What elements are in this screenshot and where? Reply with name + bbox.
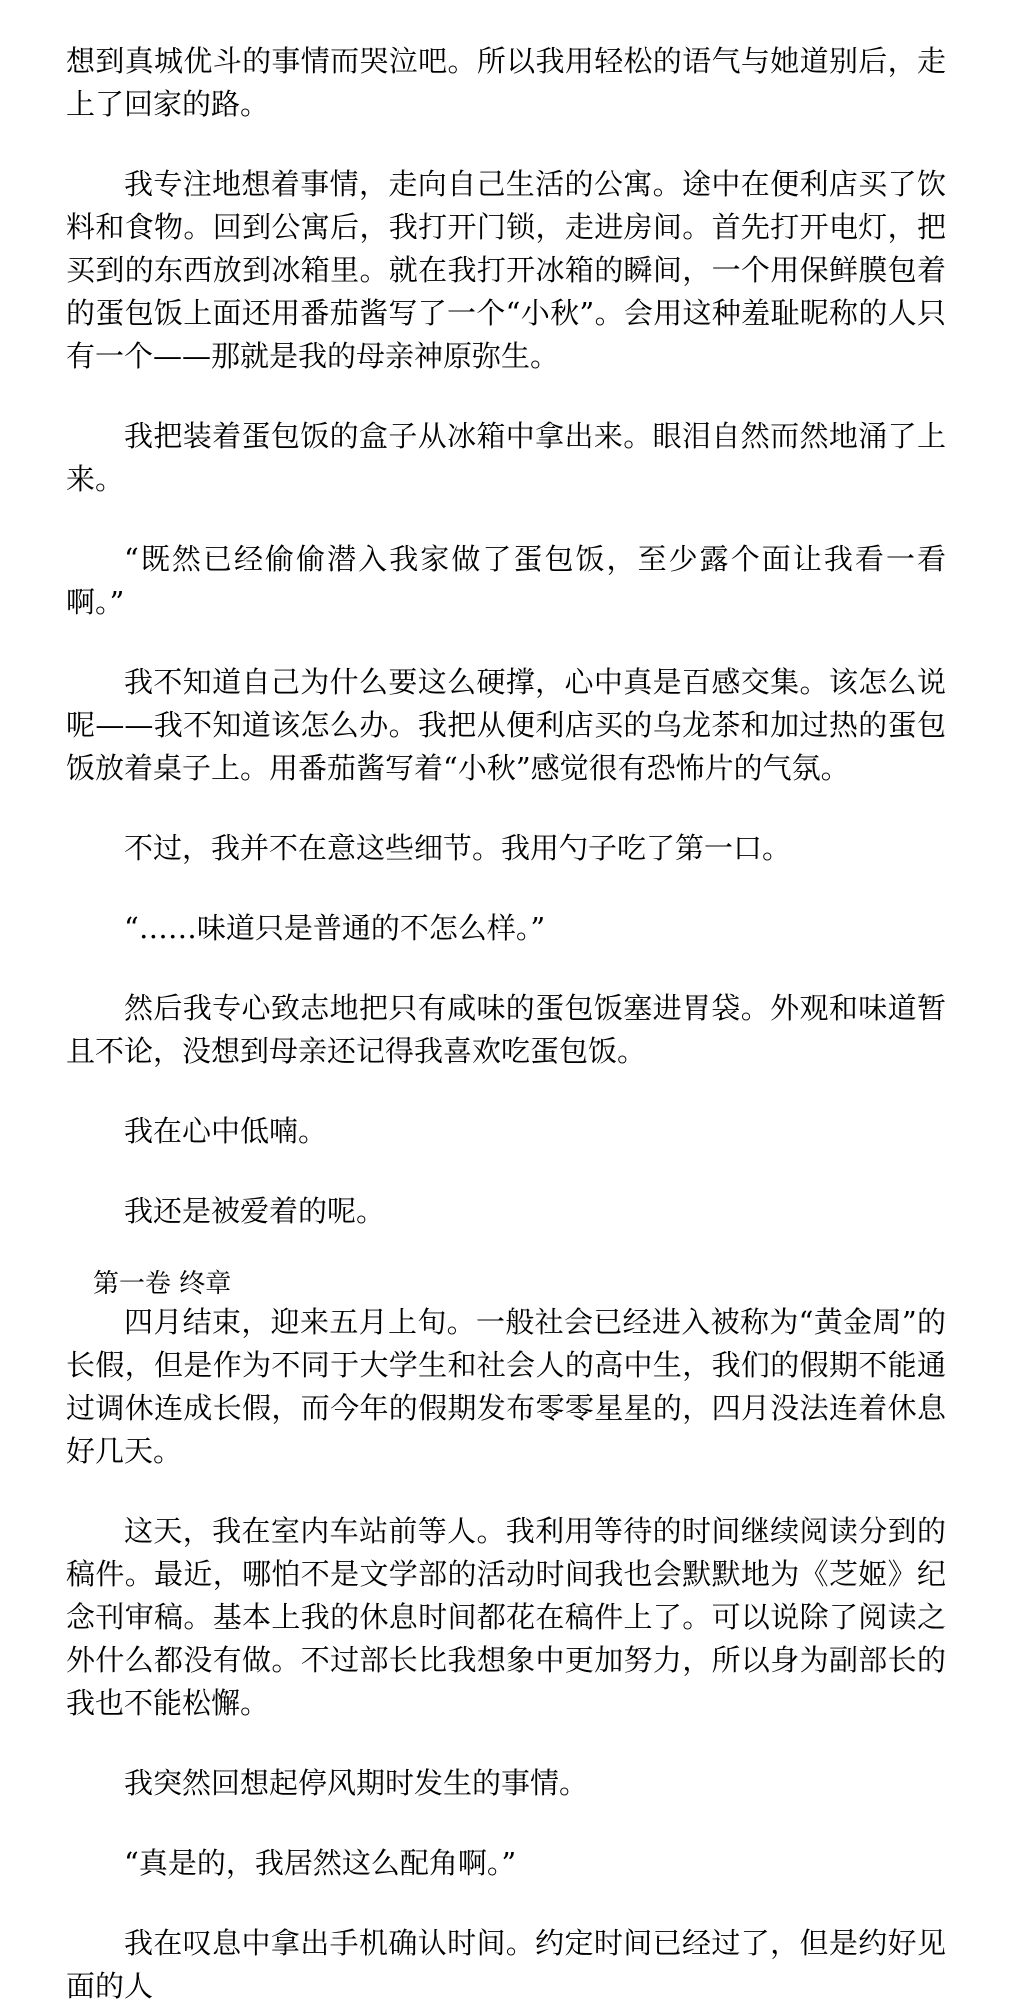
chapter-heading: 第一卷 终章 (93, 1269, 232, 1299)
paragraph: 四月结束，迎来五月上旬。一般社会已经进入被称为“黄金周”的长假，但是作为不同于大学生和社会人的高中生，我们的假期不能通过调休连成长假，而今年的假期发布零零星星的，四月没法连着休息好几天。 (66, 1305, 946, 1468)
paragraph: 我在心中低喃。 (124, 1114, 328, 1148)
paragraph: 我在叹息中拿出手机确认时间。约定时间已经过了，但是约好见面的人 (66, 1926, 946, 2003)
paragraph: 然后我专心致志地把只有咸味的蛋包饭塞进胃袋。外观和味道暂且不论，没想到母亲还记得我喜欢吃蛋包饭。 (66, 991, 946, 1068)
paragraph: 我突然回想起停风期时发生的事情。 (124, 1766, 589, 1800)
paragraph: 不过，我并不在意这些细节。我用勺子吃了第一口。 (124, 831, 792, 865)
paragraph-dialogue: “真是的，我居然这么配角啊。” (124, 1846, 517, 1880)
paragraph-dialogue: “……味道只是普通的不怎么样。” (124, 911, 546, 945)
paragraph: 我专注地想着事情，走向自己生活的公寓。途中在便利店买了饮料和食物。回到公寓后，我打开门锁，走进房间。首先打开电灯，把买到的东西放到冰箱里。就在我打开冰箱的瞬间，一个用保鲜膜包着的蛋包饭上面还用番茄酱写了一个“小秋”。会用这种羞耻昵称的人只有一个——那就是我的母亲神原弥生。 (66, 167, 946, 373)
paragraph-continuation: 想到真城优斗的事情而哭泣吧。所以我用轻松的语气与她道别后，走上了回家的路。 (66, 44, 946, 121)
paragraph: 我还是被爱着的呢。 (124, 1194, 386, 1228)
paragraph-dialogue: “既然已经偷偷潜入我家做了蛋包饭，至少露个面让我看一看啊。” (66, 542, 946, 619)
paragraph: 我把装着蛋包饭的盒子从冰箱中拿出来。眼泪自然而然地涌了上来。 (66, 419, 946, 496)
document-page (66, 40, 946, 2008)
paragraph: 这天，我在室内车站前等人。我利用等待的时间继续阅读分到的稿件。最近，哪怕不是文学部的活动时间我也会默默地为《芝姬》纪念刊审稿。基本上我的休息时间都花在稿件上了。可以说除了阅读之外什么都没有做。不过部长比我想象中更加努力，所以身为副部长的我也不能松懈。 (66, 1514, 946, 1720)
paragraph: 我不知道自己为什么要这么硬撑，心中真是百感交集。该怎么说呢——我不知道该怎么办。我把从便利店买的乌龙茶和加过热的蛋包饭放着桌子上。用番茄酱写着“小秋”感觉很有恐怖片的气氛。 (66, 665, 946, 785)
